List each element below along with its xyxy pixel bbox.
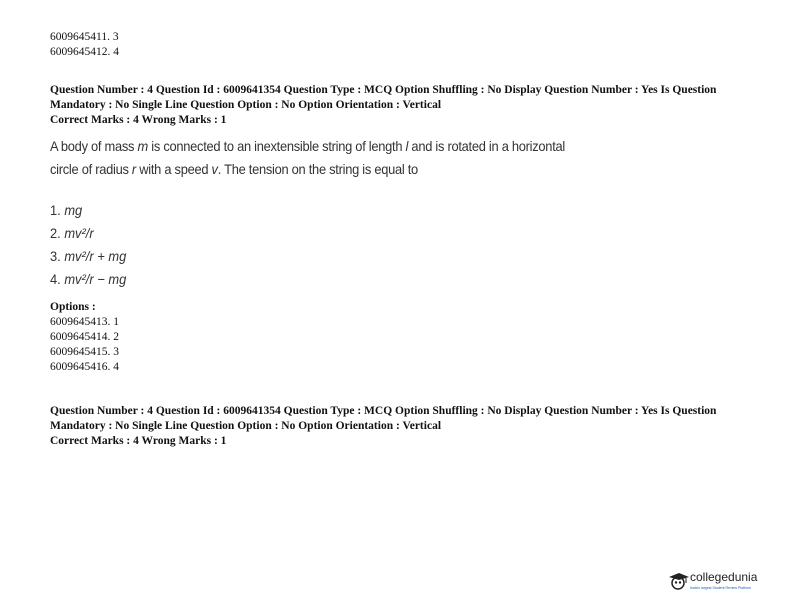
question-marks: Correct Marks : 4 Wrong Marks : 1	[50, 114, 227, 126]
options-list	[50, 300, 119, 375]
answer-choice: 1. mg	[50, 202, 83, 218]
option-id-line: 6009645413. 1	[50, 316, 119, 328]
option-id-line: 6009645415. 3	[50, 346, 119, 358]
collegedunia-logo	[668, 566, 778, 598]
answer-choice: 4. mv²/r − mg	[50, 271, 127, 287]
question-marks: Correct Marks : 4 Wrong Marks : 1	[50, 435, 227, 447]
answer-choice: 2. mv²/r	[50, 225, 94, 241]
options-label: Options :	[50, 301, 96, 313]
question-header	[50, 404, 750, 449]
option-id-line: 6009645414. 2	[50, 331, 119, 343]
question-meta-line-1: Question Number : 4 Question Id : 6009641354 Question Type : MCQ Option Shuffling : No Display Question Number : Yes Is Question	[50, 84, 717, 96]
graduation-cap-icon	[668, 570, 690, 592]
option-id-line: 6009645411. 3	[50, 31, 119, 43]
logo-tagline: India's largest Student Review Platform	[690, 586, 751, 590]
previous-options-list	[50, 30, 119, 60]
option-id-line: 6009645412. 4	[50, 46, 119, 58]
answer-choices	[50, 199, 590, 291]
question-text-line-1: A body of mass m is connected to an inextensible string of length l and is rotated in a horizontal	[50, 138, 565, 154]
question-header	[50, 83, 750, 128]
logo-name: collegedunia	[690, 570, 758, 584]
option-id-line: 6009645416. 4	[50, 361, 119, 373]
question-meta-line-2: Mandatory : No Single Line Question Option : No Option Orientation : Vertical	[50, 420, 442, 432]
question-meta-line-2: Mandatory : No Single Line Question Option : No Option Orientation : Vertical	[50, 99, 442, 111]
question-text-line-2: circle of radius r with a speed v. The tension on the string is equal to	[50, 161, 418, 177]
question-body	[50, 135, 590, 291]
question-meta-line-1: Question Number : 4 Question Id : 6009641354 Question Type : MCQ Option Shuffling : No Display Question Number : Yes Is Question	[50, 405, 717, 417]
answer-choice: 3. mv²/r + mg	[50, 248, 127, 264]
